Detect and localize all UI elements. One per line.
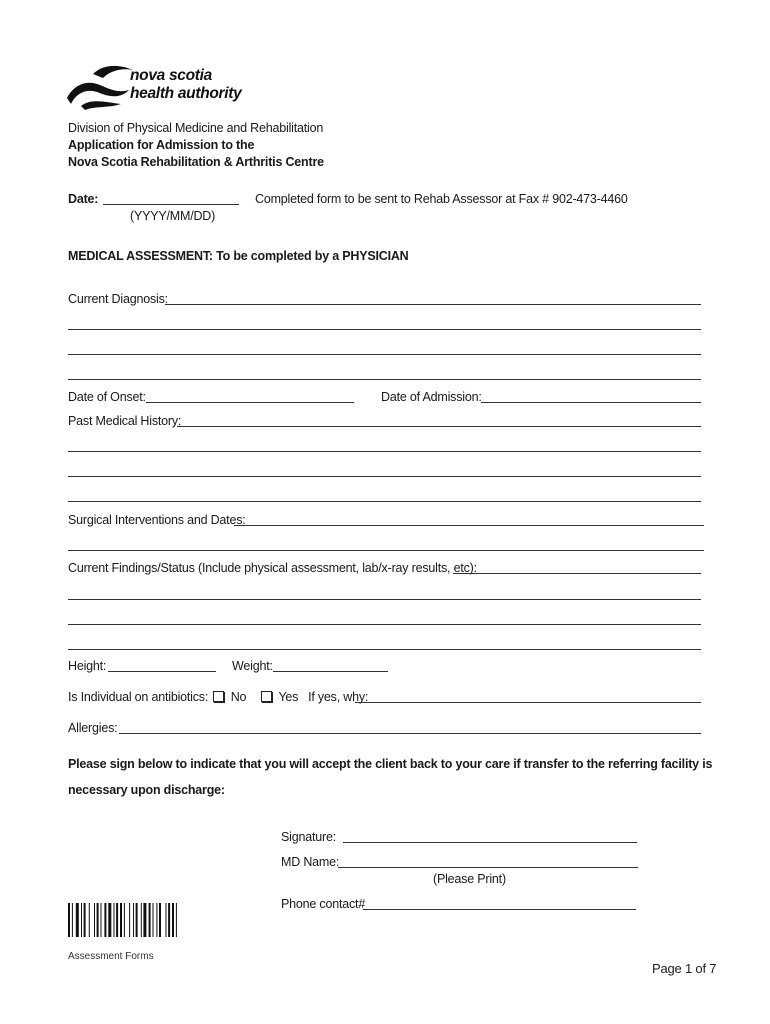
current-findings-field[interactable] (453, 573, 701, 574)
antibiotics-yes-checkbox[interactable] (261, 691, 272, 702)
diagnosis-line[interactable] (68, 329, 701, 330)
please-print-hint: (Please Print) (433, 872, 506, 886)
current-diagnosis-label: Current Diagnosis: (68, 292, 168, 306)
height-field[interactable] (108, 671, 216, 672)
findings-line[interactable] (68, 649, 701, 650)
findings-line[interactable] (68, 599, 701, 600)
md-name-label: MD Name: (281, 855, 340, 869)
date-of-onset-field[interactable] (146, 402, 354, 403)
md-name-field[interactable] (338, 867, 638, 868)
current-diagnosis-field[interactable] (165, 304, 701, 305)
date-format-hint: (YYYY/MM/DD) (130, 209, 216, 223)
date-of-onset-label: Date of Onset: (68, 390, 146, 404)
logo-line-1: nova scotia (130, 67, 212, 84)
acceptance-statement-line-1: Please sign below to indicate that you will accept the client back to your care if transfer to the referring facility is (68, 757, 713, 771)
form-title-line-1: Application for Admission to the (68, 138, 255, 152)
diagnosis-line[interactable] (68, 354, 701, 355)
antibiotics-label: Is Individual on antibiotics: (68, 690, 209, 704)
weight-field[interactable] (273, 671, 388, 672)
if-yes-why-label: If yes, why: (308, 690, 369, 704)
logo-line-2: health authority (130, 85, 242, 102)
division-title: Division of Physical Medicine and Rehabilitation (68, 121, 324, 135)
past-medical-history-field[interactable] (177, 426, 701, 427)
section-heading: MEDICAL ASSESSMENT: To be completed by a PHYSICIAN (68, 249, 409, 263)
logo-mark-icon (63, 62, 139, 112)
page-number: Page 1 of 7 (652, 961, 717, 976)
history-line[interactable] (68, 501, 701, 502)
if-yes-why-field[interactable] (355, 702, 701, 703)
history-line[interactable] (68, 476, 701, 477)
antibiotics-no-label: No (230, 690, 247, 704)
fax-note: Completed form to be sent to Rehab Assessor at Fax # 902-473-4460 (255, 192, 628, 206)
form-title-line-2: Nova Scotia Rehabilitation & Arthritis Centre (68, 155, 324, 169)
past-medical-history-label: Past Medical History: (68, 414, 182, 428)
signature-label: Signature: (281, 830, 336, 844)
barcode-icon (68, 903, 216, 937)
signature-field[interactable] (343, 842, 637, 843)
allergies-label: Allergies: (68, 721, 118, 735)
phone-contact-label: Phone contact# (281, 897, 366, 911)
current-findings-label: Current Findings/Status (Include physical assessment, lab/x-ray results, etc): (68, 561, 477, 575)
date-label: Date: (68, 192, 99, 206)
barcode-caption: Assessment Forms (68, 951, 154, 962)
surgical-line[interactable] (68, 550, 704, 551)
diagnosis-line[interactable] (68, 379, 701, 380)
weight-label: Weight: (232, 659, 273, 673)
acceptance-statement-line-2: necessary upon discharge: (68, 783, 225, 797)
date-field[interactable] (103, 204, 239, 205)
surgical-interventions-label: Surgical Interventions and Dates: (68, 513, 246, 527)
allergies-field[interactable] (119, 733, 701, 734)
findings-line[interactable] (68, 624, 701, 625)
phone-contact-field[interactable] (363, 909, 636, 910)
height-label: Height: (68, 659, 107, 673)
history-line[interactable] (68, 451, 701, 452)
antibiotics-yes-label: Yes (278, 690, 299, 704)
surgical-interventions-field[interactable] (234, 525, 704, 526)
antibiotics-row (68, 690, 368, 704)
antibiotics-no-checkbox[interactable] (213, 691, 224, 702)
date-of-admission-field[interactable] (481, 402, 701, 403)
date-of-admission-label: Date of Admission: (381, 390, 482, 404)
